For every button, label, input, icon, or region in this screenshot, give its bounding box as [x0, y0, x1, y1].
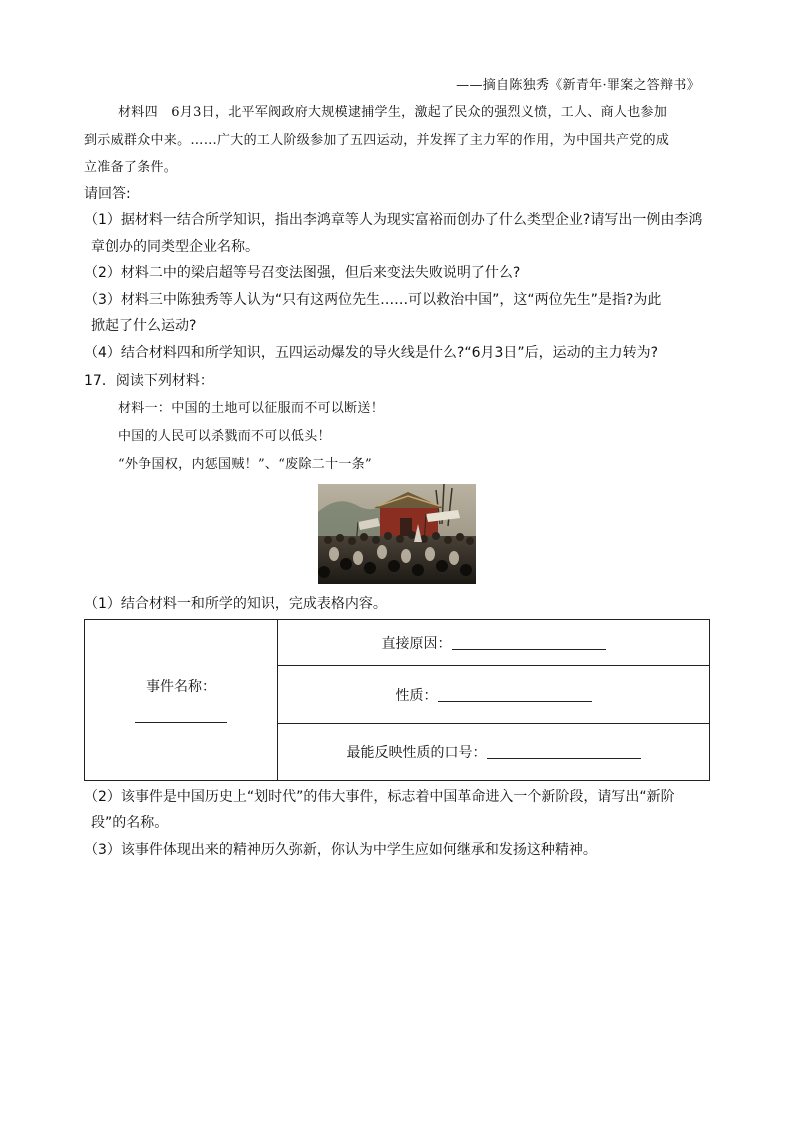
nature-blank[interactable] — [438, 687, 592, 702]
q17-subquestion-1: （1）结合材料一和所学的知识，完成表格内容。 — [84, 596, 387, 612]
material1-line-3: “外争国权，内惩国贼！”、“废除二十一条” — [118, 457, 372, 472]
q17-subquestion-2a: （2）该事件是中国历史上“划时代”的伟大事件，标志着中国革命进入一个新阶段，请写出“新阶 — [84, 789, 675, 805]
direct-cause-blank[interactable] — [452, 635, 606, 650]
direct-cause-cell — [278, 620, 710, 666]
material4-line-3: 立准备了条件。 — [84, 160, 178, 175]
source-citation: ——摘自陈独秀《新青年·罪案之答辩书》 — [456, 78, 700, 93]
answer-prompt: 请回答: — [84, 186, 131, 202]
q17-subquestion-2b: 段”的名称。 — [91, 815, 169, 831]
material1-line-1: 材料一：中国的土地可以征服而不可以断送！ — [118, 401, 385, 416]
material4-line-2: 到示威群众中来。……广大的工人阶级参加了五四运动，并发挥了主力军的作用，为中国共产党的成 — [84, 133, 670, 148]
nature-cell — [278, 666, 710, 724]
slogan-label: 最能反映性质的口号： — [346, 745, 487, 761]
q17-title: 17．阅读下列材料： — [84, 373, 214, 389]
slogan-cell — [278, 724, 710, 781]
material1-line-2: 中国的人民可以杀戮而不可以低头！ — [118, 429, 331, 444]
may-fourth-protest-photo — [318, 484, 476, 584]
q16-question-3a: （3）材料三中陈独秀等人认为“只有这两位先生……可以救治中国”，这“两位先生”是指?为此 — [84, 292, 662, 308]
protest-painting-illustration — [318, 484, 476, 584]
q16-question-4: （4）结合材料四和所学知识，五四运动爆发的导火线是什么?“6月3日”后，运动的主力转为? — [84, 345, 659, 361]
q16-question-1b: 章创办的同类型企业名称。 — [91, 239, 259, 255]
q16-question-1a: （1）据材料一结合所学知识，指出李鸿章等人为现实富裕而创办了什么类型企业?请写出一例由李鸿 — [84, 212, 703, 228]
event-name-cell — [85, 620, 278, 781]
direct-cause-label: 直接原因： — [381, 635, 452, 652]
q16-question-2: （2）材料二中的梁启超等号召变法图强，但后来变法失败说明了什么? — [84, 265, 521, 281]
slogan-blank[interactable] — [487, 744, 641, 759]
q16-question-3b: 掀起了什么运动? — [91, 318, 197, 334]
event-name-blank[interactable] — [135, 708, 227, 723]
material4-line-1: 材料四 6月3日，北平军阀政府大规模逮捕学生，激起了民众的强烈义愤，工人、商人也参加 — [118, 105, 668, 120]
event-name-label: 事件名称： — [146, 678, 216, 695]
nature-label: 性质： — [395, 687, 438, 704]
q17-subquestion-3: （3）该事件体现出来的精神历久弥新，你认为中学生应如何继承和发扬这种精神。 — [84, 842, 597, 858]
answer-table — [84, 619, 710, 781]
